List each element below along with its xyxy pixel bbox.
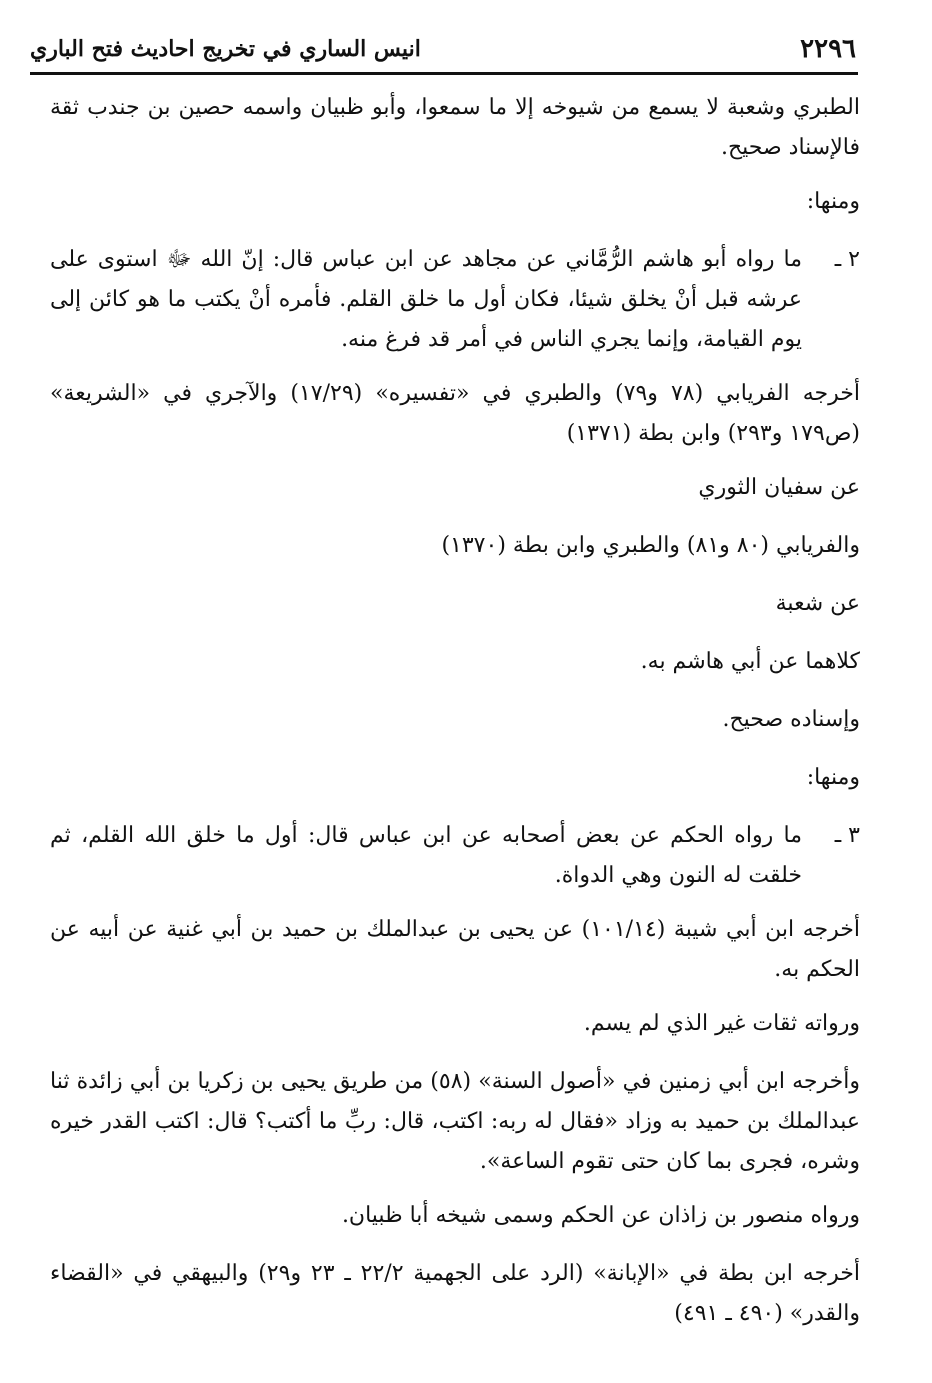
page-body	[50, 88, 860, 1348]
paragraph-takhrij-1: أخرجه الفريابي (٧٨ و٧٩) والطبري في «تفسيره» (١٧/٢٩) والآجري في «الشريعة» (ص١٧٩ و٢٩٣) وابن بطة (١٣٧١)	[50, 381, 860, 446]
item-number-3: ٣ ـ	[834, 823, 860, 848]
running-title: انيس الساري في تخريج احاديث فتح الباري	[30, 36, 421, 62]
header-rule	[30, 72, 858, 75]
paragraph-isnad-note: الطبري وشعبة لا يسمع من شيوخه إلا ما سمعوا، وأبو ظبيان واسمه حصين بن جندب ثقة فالإسناد صحيح.	[50, 95, 860, 160]
paragraph-an-shuba: عن شعبة	[775, 591, 860, 616]
paragraph-an-sufyan: عن سفيان الثوري	[698, 475, 860, 500]
item-number-2: ٢ ـ	[834, 247, 860, 272]
paragraph-ibn-abi-shayba: أخرجه ابن أبي شيبة (١٠١/١٤) عن يحيى بن عبدالملك بن حميد بن أبي غنية عن أبيه عن الحكم به.	[50, 917, 860, 982]
paragraph-faryabi: والفريابي (٨٠ و٨١) والطبري وابن بطة (١٣٧٠)	[441, 533, 860, 558]
paragraph-ruwatuhu: ورواته ثقات غير الذي لم يسم.	[583, 1011, 860, 1036]
paragraph-isnaduhu: وإسناده صحيح.	[722, 707, 860, 732]
paragraph-minha-2: ومنها:	[806, 765, 860, 790]
paragraph-ibn-abi-zamanin: وأخرجه ابن أبي زمنين في «أصول السنة» (٥٨) من طريق يحيى بن زكريا بن أبي زائدة ثنا عبدالملك بن حميد به وزاد «فقال له ربه: اكتب، قال: ربِّ ما أكتب؟ قال: اكتب القدر خيره وشره، فجرى بما كان حتى تقوم الساعة».	[50, 1069, 860, 1174]
paragraph-minha-1: ومنها:	[806, 189, 860, 214]
numbered-item-2	[50, 240, 860, 360]
paragraph-ibn-batta: أخرجه ابن بطة في «الإبانة» (الرد على الجهمية ٢٢/٢ ـ ٢٣ و٢٩) والبيهقي في «القضاء والقدر» (٤٩٠ ـ ٤٩١)	[50, 1261, 860, 1326]
page-header	[30, 30, 856, 70]
item-text-3: ما رواه الحكم عن بعض أصحابه عن ابن عباس قال: أول ما خلق الله القلم، ثم خلقت له النون وهي الدواة.	[50, 823, 802, 888]
paragraph-mansur: ورواه منصور بن زاذان عن الحكم وسمى شيخه أبا ظبيان.	[341, 1203, 860, 1228]
item-text-2: ما رواه أبو هاشم الرُّمَّاني عن مجاهد عن ابن عباس قال: إنّ الله ﷻ استوى على عرشه قبل أنْ يخلق شيئا، فكان أول ما خلق القلم. فأمره أنْ يكتب ما هو كائن إلى يوم القيامة، وإنما يجري الناس في أمر قد فرغ منه.	[50, 247, 802, 352]
page-number: ٢٢٩٦	[800, 34, 856, 64]
numbered-item-3	[50, 816, 860, 896]
paragraph-kilahuma: كلاهما عن أبي هاشم به.	[640, 649, 860, 674]
